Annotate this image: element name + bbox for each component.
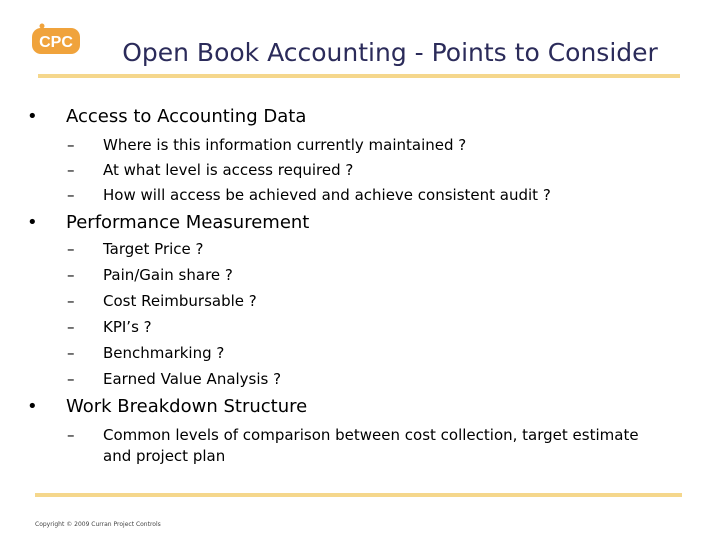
bullet-dot: • [27,106,38,127]
sub-item [67,265,233,286]
dash: – [67,292,75,310]
sub-item [67,425,639,446]
sub-item-text: KPI’s ? [103,318,152,336]
dash: – [67,186,75,204]
dash: – [67,318,75,336]
dash: – [67,240,75,258]
sub-item-text: Pain/Gain share ? [103,266,233,284]
sub-item [67,160,354,181]
sub-item [67,369,282,390]
cpc-logo [30,22,82,58]
dash: – [67,161,75,179]
bullet-text: Access to Accounting Data [66,106,307,127]
sub-item-text: Earned Value Analysis ? [103,370,282,388]
logo-text: CPC [39,34,73,51]
copyright-text: Copyright © 2009 Curran Project Controls [35,521,161,528]
sub-item-text: Cost Reimbursable ? [103,292,257,310]
bullet-access-to-accounting-data [27,106,307,127]
sub-item-text: Target Price ? [103,240,204,258]
bullet-work-breakdown-structure [27,396,308,417]
sub-item [67,317,152,338]
sub-item [67,239,204,260]
dash: – [67,426,75,444]
sub-item-text: Common levels of comparison between cost collection, target estimate [103,426,639,444]
sub-item [67,185,551,206]
sub-item [67,291,257,312]
dash: – [67,344,75,362]
sub-item [67,343,225,364]
bullet-text: Performance Measurement [66,212,310,233]
sub-item-text: Benchmarking ? [103,344,225,362]
slide-title: Open Book Accounting - Points to Consider [122,38,658,67]
sub-item-continuation [103,446,225,467]
dash: – [67,136,75,154]
sub-item-text: How will access be achieved and achieve consistent audit ? [103,186,551,204]
bullet-dot: • [27,396,38,417]
bullet-dot: • [27,212,38,233]
sub-item [67,135,467,156]
dash: – [67,266,75,284]
sub-item-text: and project plan [103,447,226,465]
title-divider [38,74,680,78]
dash: – [67,370,75,388]
footer-divider [35,493,682,497]
sub-item-text: Where is this information currently maintained ? [103,136,467,154]
bullet-text: Work Breakdown Structure [66,396,308,417]
sub-item-text: At what level is access required ? [103,161,354,179]
bullet-performance-measurement [27,212,310,233]
